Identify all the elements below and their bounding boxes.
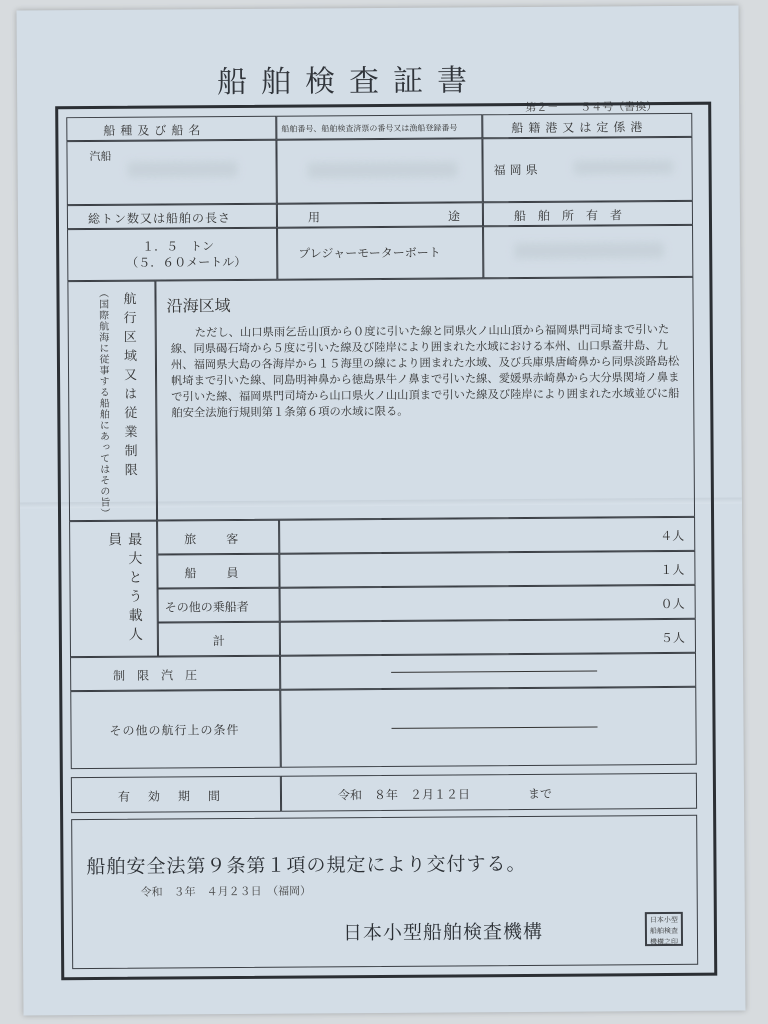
- header-ship-number: 船舶番号、船舶検査済票の番号又は漁船登録番号: [281, 123, 458, 134]
- crew-label-cell: [157, 554, 279, 589]
- conditions-label: その他の航行上の条件: [109, 722, 240, 738]
- header-ship-name: 船種及び船名: [103, 123, 206, 138]
- document-title: 船舶検査証書: [216, 63, 482, 101]
- others-label: その他の乗船者: [164, 599, 249, 615]
- header-port-cell: [482, 113, 692, 138]
- navigation-area-cell: [155, 277, 695, 521]
- header-use-cell: [277, 202, 483, 227]
- issuance-statement: 船舶安全法第９条第１項の規定により交付する。: [86, 852, 527, 879]
- header-tonnage-cell: [67, 204, 277, 229]
- issuance-date: 令和 ３年 ４月２３日 （福岡）: [140, 884, 312, 899]
- total-label: 計: [212, 634, 230, 649]
- ship-name-cell: [66, 140, 276, 205]
- total-value: ５人: [660, 630, 685, 646]
- validity-label: 有効期間: [117, 789, 239, 804]
- passenger-label-cell: [157, 520, 279, 555]
- navigation-sublabel: （国際航海に従事する船舶にあってはその旨）: [96, 287, 110, 519]
- certificate-paper: [17, 5, 746, 1015]
- length-value: （５．６０メートル）: [126, 254, 247, 270]
- total-value-cell: [280, 619, 696, 656]
- crew-value: １人: [660, 562, 685, 578]
- validity-label-cell: [71, 776, 281, 813]
- navigation-label-cell: [67, 281, 157, 522]
- validity-date: 令和 ８年 ２月１２日: [337, 787, 471, 803]
- redacted-ship-name: [128, 161, 238, 178]
- redacted-port: [574, 160, 674, 175]
- pressure-value-cell: [280, 653, 696, 690]
- passenger-label: 旅 客: [184, 531, 241, 547]
- issuing-organization: 日本小型船舶検査機構: [342, 920, 544, 945]
- others-value-cell: [280, 585, 696, 622]
- others-label-cell: [158, 588, 280, 623]
- pressure-label-cell: [70, 656, 280, 691]
- area-description: ただし、山口県雨乞岳山頂から０度に引いた線と同県火ノ山山頂から福岡県門司埼まで引いた線、同県碣石埼から５度に引いた線及び陸岸により囲まれた水域における本州、山口県蓋井島、九州、福岡県大島の各海岸から１５海里の線により囲まれた水域、及び兵庫県唐崎鼻から同県淡路島松帆埼まで引いた線、同島明神鼻から徳島県牛ノ鼻まで引いた線、愛媛県赤崎鼻から大分県関埼ノ鼻まで引いた線、福岡県門司埼から山口県火ノ山山頂まで引いた線及び陸岸により囲まれた水域並びに船舶安全法施行規則第１条第６項の水域に限る。: [170, 322, 680, 420]
- validity-until: まで: [527, 786, 553, 801]
- validity-value-cell: [281, 773, 697, 812]
- use-cell: [277, 226, 483, 279]
- capacity-label-cell: [69, 521, 158, 658]
- tonnage-value: １．５ トン: [142, 239, 215, 254]
- passenger-value-cell: [279, 517, 695, 554]
- header-ship-number-cell: [276, 114, 482, 139]
- pressure-label: 制限汽圧: [113, 668, 210, 683]
- area-title: 沿海区域: [166, 296, 231, 316]
- conditions-dash: [392, 726, 598, 728]
- document-number: 第２－ ５４号（書換）: [525, 100, 658, 114]
- header-use-b: 途: [447, 209, 466, 224]
- passenger-value: ４人: [660, 528, 685, 544]
- issuance-cell: [71, 815, 698, 969]
- redacted-owner: [514, 242, 664, 259]
- header-use-a: 用: [307, 210, 326, 225]
- conditions-value-cell: [280, 687, 697, 768]
- conditions-label-cell: [70, 690, 281, 769]
- crew-value-cell: [279, 551, 695, 588]
- certificate-frame: [55, 102, 717, 981]
- crew-label: 船 員: [184, 565, 241, 581]
- header-tonnage: 総トン数又は船舶の長さ: [87, 211, 232, 227]
- redacted-ship-number: [308, 161, 458, 178]
- ship-number-cell: [276, 138, 482, 203]
- capacity-label: 最大とう載人員: [106, 531, 143, 646]
- official-seal: 日本小型 船舶検査 機構之印: [645, 912, 683, 946]
- pressure-dash: [391, 670, 597, 672]
- header-port: 船籍港又は定係港: [511, 120, 648, 136]
- total-label-cell: [158, 622, 280, 657]
- others-value: ０人: [660, 596, 685, 612]
- header-owner-cell: [483, 201, 693, 226]
- use-value: プレジャーモーターボート: [298, 245, 441, 261]
- header-ship-name-cell: [66, 116, 276, 141]
- owner-cell: [483, 225, 693, 278]
- tonnage-cell: [67, 228, 277, 281]
- port-value: 福岡県: [493, 162, 542, 178]
- header-owner: 船舶所有者: [513, 208, 635, 224]
- ship-type: 汽船: [89, 149, 112, 164]
- navigation-label: 航行区域又は従業制限: [120, 291, 137, 482]
- port-cell: [482, 137, 692, 202]
